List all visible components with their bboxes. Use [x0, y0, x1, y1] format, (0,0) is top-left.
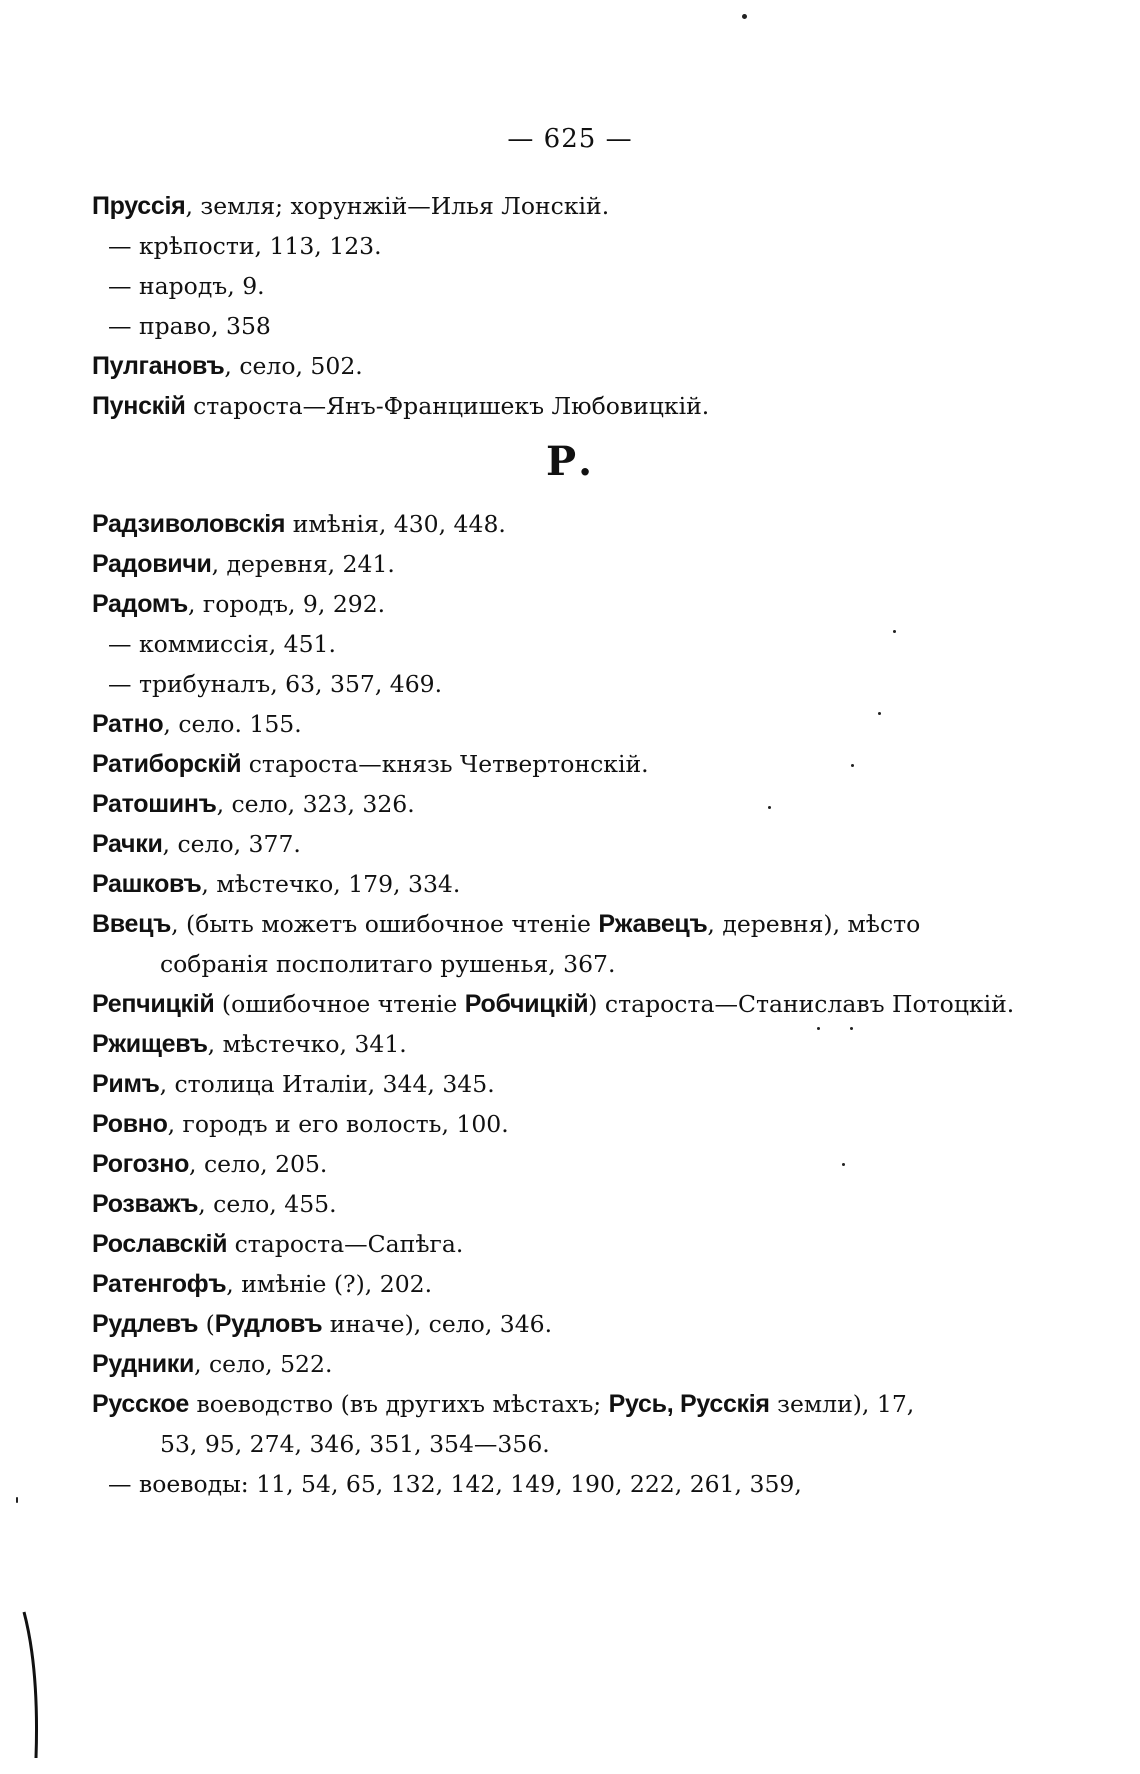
entry-headword: Ратиборскій — [92, 750, 242, 778]
scan-speck — [878, 712, 881, 715]
index-entry — [92, 186, 952, 226]
index-entry — [92, 386, 952, 426]
entry-text: — воеводы: 11, 54, 65, 132, 142, 149, 190, 222, 261, 359, — [108, 1470, 802, 1498]
index-subentry — [92, 664, 952, 704]
entry-text: , имѣніе (?), 202. — [226, 1270, 433, 1298]
entry-text: , деревня, 241. — [211, 550, 395, 578]
entry-text: имѣнія, 430, 448. — [285, 510, 506, 538]
index-subentry — [92, 1464, 952, 1504]
scan-speck — [850, 1027, 853, 1030]
entry-headword-secondary: Ржавецъ — [598, 910, 708, 938]
index-entry — [92, 1384, 952, 1424]
index-entries-top — [92, 186, 952, 426]
index-subentry — [92, 306, 952, 346]
index-entry — [92, 984, 1015, 1024]
entry-text-secondary: земли), 17, — [769, 1390, 915, 1418]
index-entry — [92, 1184, 952, 1224]
entry-text: староста—Янъ-Францишекъ Любовицкій. — [185, 392, 710, 420]
entry-text: , столица Италіи, 344, 345. — [159, 1070, 495, 1098]
entry-text: , село, 323, 326. — [216, 790, 415, 818]
entry-headword-secondary: Рудловъ — [214, 1310, 323, 1338]
entry-text: , мѣстечко, 341. — [207, 1030, 407, 1058]
entry-text: , село. 155. — [163, 710, 302, 738]
index-entry — [92, 1104, 952, 1144]
entry-text: , село, 455. — [198, 1190, 337, 1218]
index-entry — [92, 346, 952, 386]
index-entry — [92, 1064, 952, 1104]
entry-text: воеводство (въ другихъ мѣстахъ; — [189, 1390, 609, 1418]
page-number: — 625 — — [507, 124, 633, 154]
entry-headword: Пруссія — [92, 192, 186, 220]
index-entry — [92, 704, 952, 744]
entry-headword: Радзиволовскія — [92, 510, 286, 538]
scan-speck — [16, 1497, 18, 1503]
entry-headword: Рашковъ — [92, 870, 202, 898]
entry-text: ( — [198, 1310, 215, 1338]
entry-headword: Ржищевъ — [92, 1030, 208, 1058]
entry-text: , земля; хорунжій—Илья Лонскій. — [185, 192, 610, 220]
entry-text-secondary: , деревня), мѣсто — [707, 910, 921, 938]
index-subentry — [92, 266, 952, 306]
entry-text: , городъ и его волость, 100. — [167, 1110, 509, 1138]
index-subentry — [92, 624, 952, 664]
entry-text: собранія посполитаго рушенья, 367. — [160, 950, 616, 978]
index-entry — [92, 864, 952, 904]
entry-headword: Рославскій — [92, 1230, 228, 1258]
entry-headword: Ровно — [92, 1110, 168, 1138]
entry-text-secondary: ) староста—Станиславъ Потоцкій. — [588, 990, 1015, 1018]
index-entry — [92, 1144, 952, 1184]
entry-headword: Радовичи — [92, 550, 212, 578]
index-entry — [92, 544, 952, 584]
entry-headword: Пунскій — [92, 392, 186, 420]
entry-text: (ошибочное чтеніе — [214, 990, 465, 1018]
entry-headword: Рачки — [92, 830, 163, 858]
margin-scan-mark — [20, 1610, 40, 1760]
index-entry — [92, 784, 952, 824]
entry-headword: Ратенгофъ — [92, 1270, 227, 1298]
entry-headword: Рудлевъ — [92, 1310, 199, 1338]
entry-headword-secondary: Робчицкій — [464, 990, 589, 1018]
index-entry — [92, 584, 952, 624]
index-entry — [92, 1264, 952, 1304]
scan-speck — [742, 14, 747, 19]
entry-text: , село, 205. — [189, 1150, 328, 1178]
entry-text: , село, 377. — [162, 830, 301, 858]
entry-text: — право, 358 — [108, 312, 271, 340]
scan-speck — [842, 1163, 845, 1166]
entry-text: , (быть можетъ ошибочное чтеніе — [171, 910, 599, 938]
entry-headword: Рудники — [92, 1350, 195, 1378]
entry-text: 53, 95, 274, 346, 351, 354—356. — [160, 1430, 550, 1458]
entry-text: староста—князь Четвертонскій. — [241, 750, 649, 778]
index-entry — [92, 504, 952, 544]
entry-headword: Радомъ — [92, 590, 188, 618]
entry-text: , село, 502. — [224, 352, 363, 380]
index-entry — [92, 904, 952, 944]
entry-headword: Ратно — [92, 710, 164, 738]
index-entry — [92, 1304, 952, 1344]
entry-headword: Русское — [92, 1390, 190, 1418]
entry-headword: Рогозно — [92, 1150, 190, 1178]
entry-text: — народъ, 9. — [108, 272, 265, 300]
index-entries-r — [92, 504, 1015, 1504]
scan-speck — [768, 806, 771, 809]
entry-text: — коммиссія, 451. — [108, 630, 336, 658]
entry-headword: Ввецъ — [92, 910, 172, 938]
index-entry-continuation — [92, 944, 952, 984]
index-entry — [92, 824, 952, 864]
entry-headword: Розважъ — [92, 1190, 199, 1218]
letter-heading: Р. — [545, 438, 594, 485]
index-entry — [92, 744, 952, 784]
entry-text: , городъ, 9, 292. — [187, 590, 386, 618]
scan-speck — [851, 764, 854, 767]
entry-headword: Пулгановъ — [92, 352, 225, 380]
index-entry — [92, 1344, 952, 1384]
scan-speck — [893, 630, 896, 633]
index-subentry — [92, 226, 952, 266]
entry-text: , село, 522. — [194, 1350, 333, 1378]
entry-headword: Репчицкій — [92, 990, 215, 1018]
entry-text-secondary: иначе), село, 346. — [322, 1310, 553, 1338]
entry-headword-secondary: Русь, Русскія — [608, 1390, 770, 1418]
entry-text: староста—Сапѣга. — [227, 1230, 464, 1258]
index-entry-continuation — [92, 1424, 952, 1464]
entry-text: — трибуналъ, 63, 357, 469. — [108, 670, 443, 698]
index-entry — [92, 1224, 952, 1264]
index-entry — [92, 1024, 952, 1064]
entry-headword: Римъ — [92, 1070, 160, 1098]
scan-speck — [817, 1027, 820, 1030]
entry-text: — крѣпости, 113, 123. — [108, 232, 382, 260]
entry-headword: Ратошинъ — [92, 790, 217, 818]
entry-text: , мѣстечко, 179, 334. — [201, 870, 461, 898]
